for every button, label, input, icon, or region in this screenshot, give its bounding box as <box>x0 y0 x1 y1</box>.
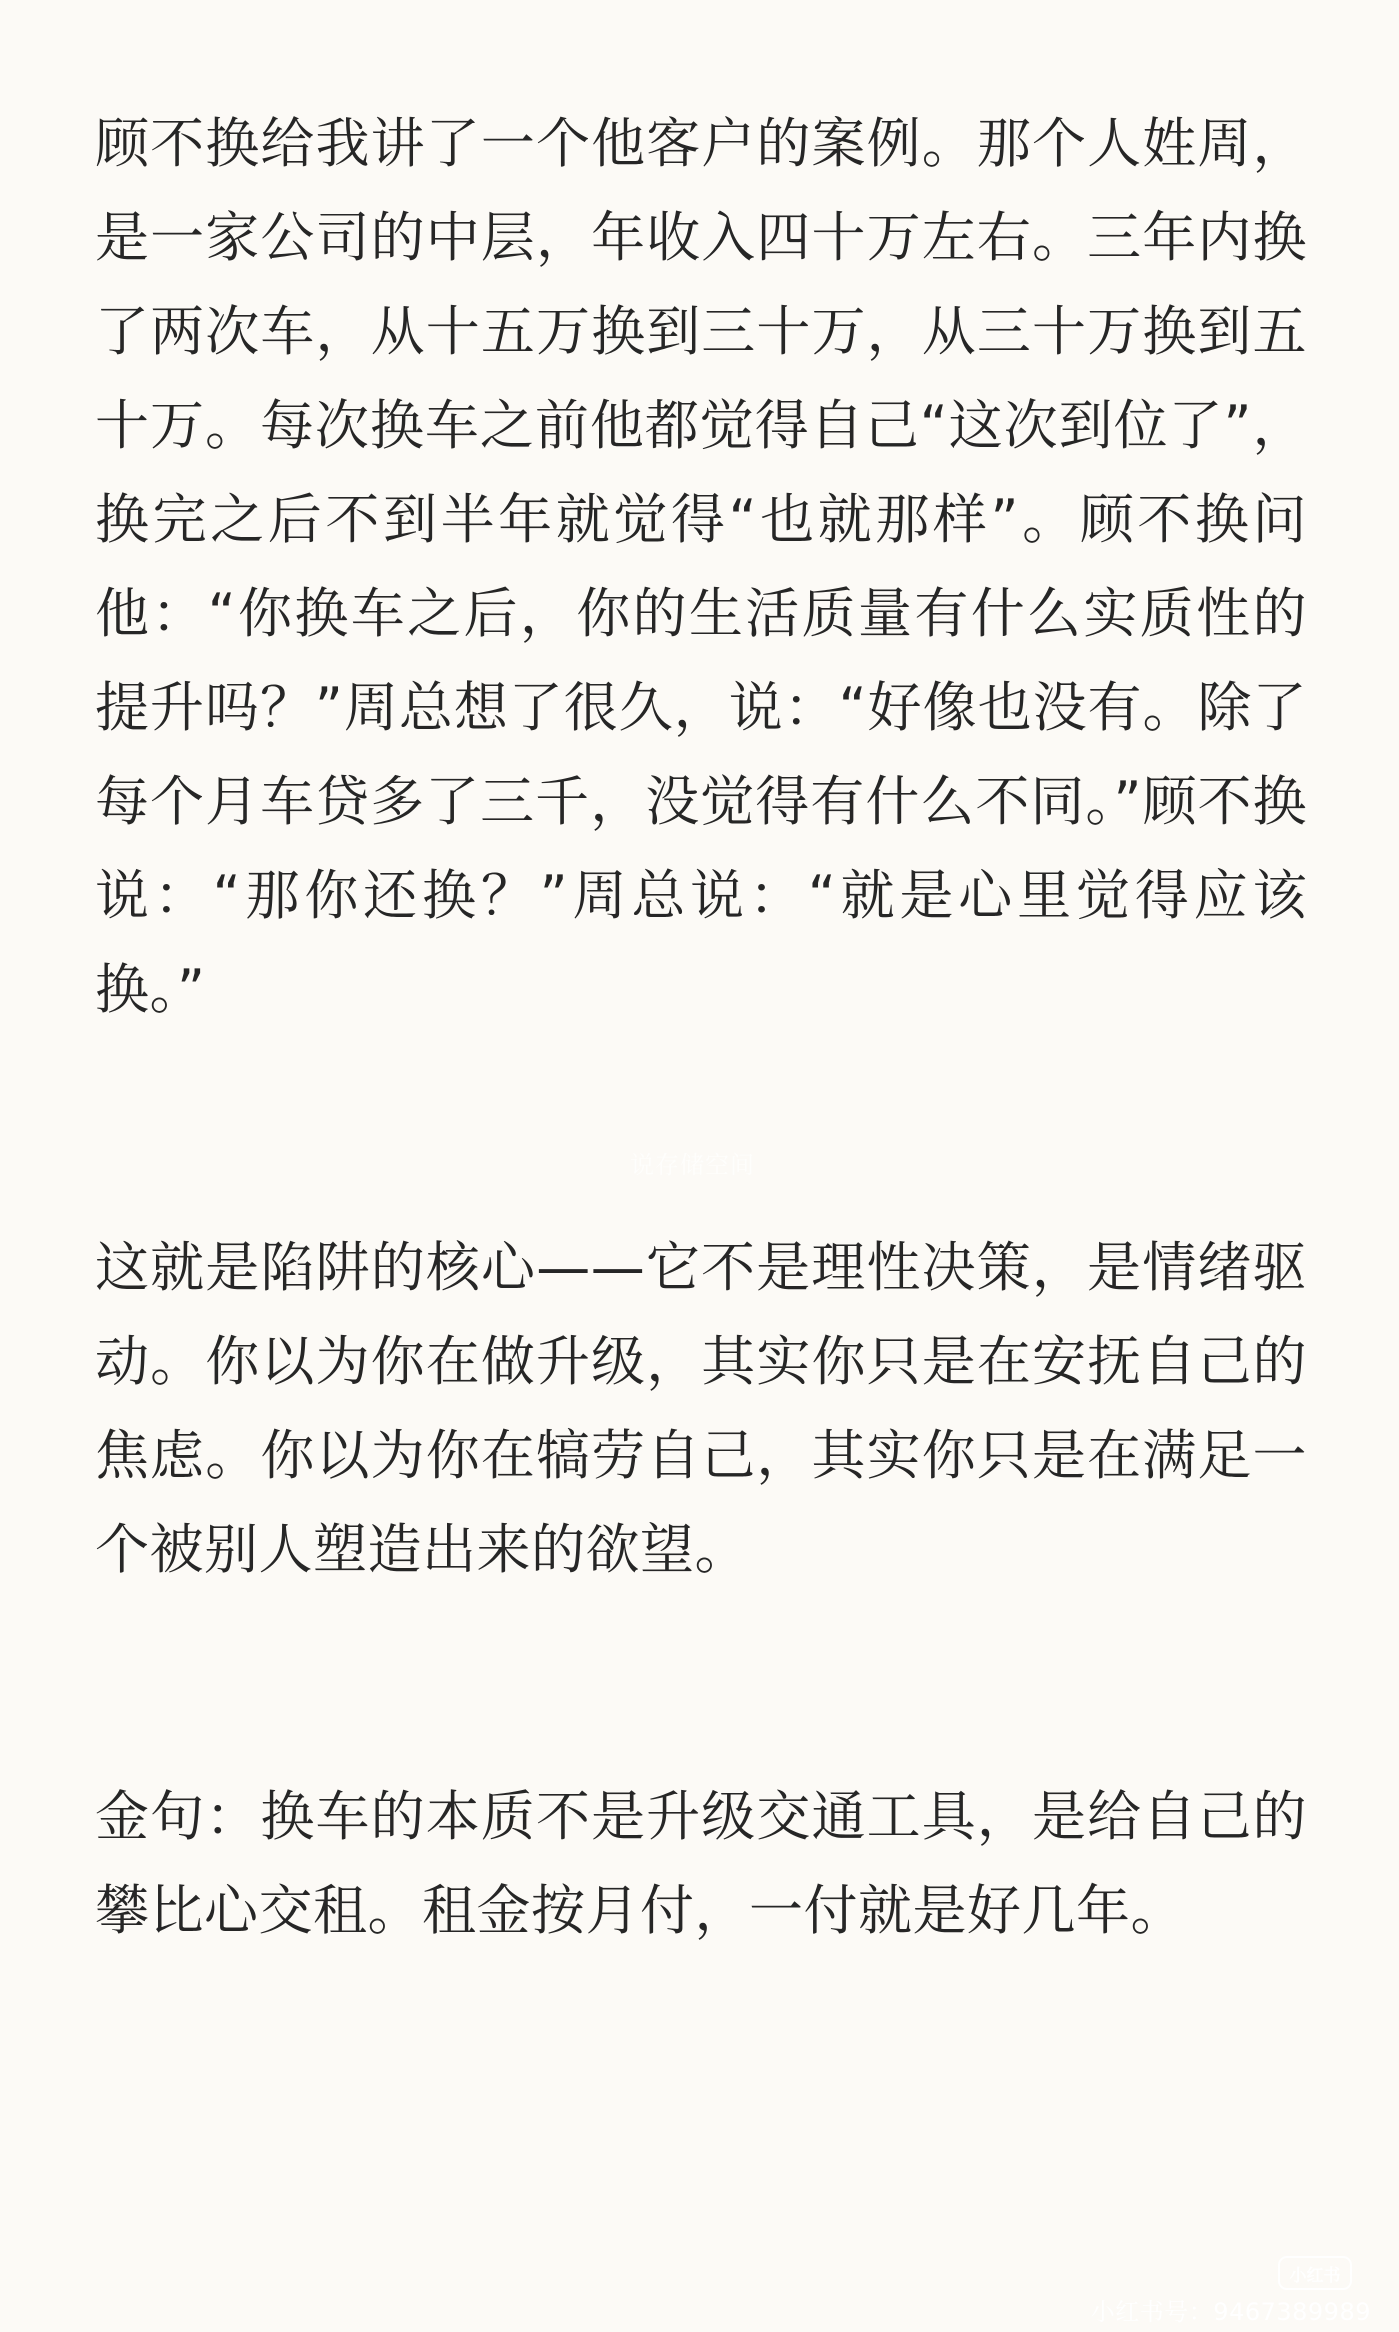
xiaohongshu-logo <box>1278 2256 1352 2290</box>
paragraph-trap-core: 这就是陷阱的核心——它不是理性决策，是情绪驱动。你以为你在做升级，其实你只是在安抚自己的焦虑。你以为你在犒劳自己，其实你只是在满足一个被别人塑造出来的欲望。 <box>95 1236 1307 1581</box>
account-id-watermark: 小红书号：9467389989 <box>1090 2298 1371 2326</box>
paragraph-case-story: 顾不换给我讲了一个他客户的案例。那个人姓周，是一家公司的中层，年收入四十万左右。三年内换了两次车，从十五万换到三十万，从三十万换到五十万。每次换车之前他都觉得自己“这次到位了”，换完之后不到半年就觉得“也就那样”。顾不换问他：“你换车之后，你的生活质量有什么实质性的提升吗？”周总想了很久，说：“好像也没有。除了每个月车贷多了三千，没觉得有什么不同。”顾不换说：“那你还换？”周总说：“就是心里觉得应该换。” <box>95 112 1307 1021</box>
paragraph-golden-quote: 金句：换车的本质不是升级交通工具，是给自己的攀比心交租。租金按月付，一付就是好几年。 <box>95 1785 1307 1942</box>
center-watermark-text: 说存储空间 <box>630 1151 755 1179</box>
logo-text: 小红书 <box>1289 2265 1341 2286</box>
